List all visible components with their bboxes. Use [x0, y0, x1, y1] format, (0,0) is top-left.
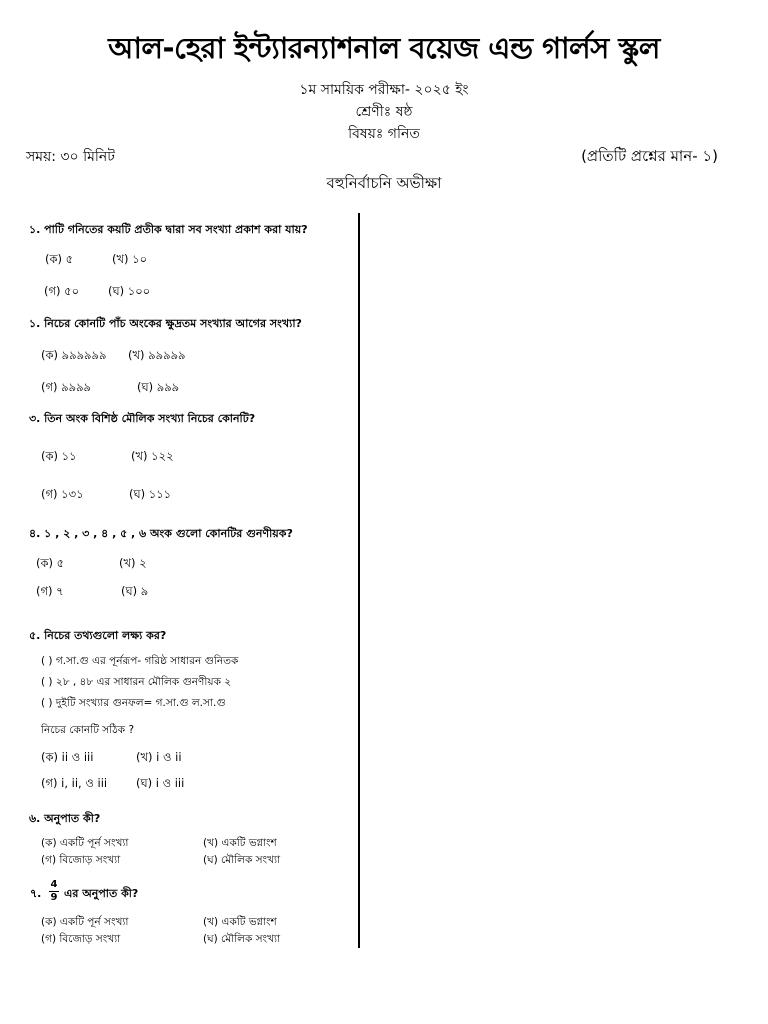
q5-option-ga: (গ) i, ii, ও iii [41, 776, 108, 790]
question-5: ৫. নিচের তথ্যগুলো লক্ষ্য কর? [29, 629, 167, 642]
q6-option-gha: (ঘ) মৌলিক সংখ্যা [203, 854, 281, 866]
question-3: ৩. তিন অংক বিশিষ্ঠ মৌলিক সংখ্যা নিচের কোনটি? [29, 412, 256, 425]
q4-option-kha: (খ) ২ [119, 556, 147, 570]
q1-option-gha: (ঘ) ১০০ [108, 284, 151, 298]
q6-option-ka: (ক) একটি পূর্ন সংখ্যা [41, 837, 129, 849]
column-divider [358, 213, 360, 948]
q2-option-kha: (খ) ৯৯৯৯৯ [128, 348, 186, 362]
question-4: ৪. ১ , ২ , ৩ , ৪ , ৫ , ৬ অংক গুলো কোনটির গুনণীয়ক? [29, 527, 293, 540]
school-name: আল-হেরা ইন্ট্যারন্যাশনাল বয়েজ এন্ড গার্লস স্কুল [108, 31, 660, 65]
q5-option-ka: (ক) ii ও iii [41, 750, 94, 764]
class-label: শ্রেণীঃ ষষ্ঠ [355, 104, 413, 120]
q2-option-ga: (গ) ৯৯৯৯ [41, 380, 92, 394]
q6-option-ga: (গ) বিজোড় সংখ্যা [41, 854, 121, 866]
q4-option-gha: (ঘ) ৯ [121, 584, 149, 598]
q7-option-ga: (গ) বিজোড় সংখ্যা [41, 933, 121, 945]
q5-statement-2: ( ) ২৮ , ৪৮ এর সাধারন মৌলিক গুনণীয়ক ২ [41, 676, 232, 688]
marks-label: (প্রতিটি প্রশ্নের মান- ১) [581, 147, 718, 165]
q7-option-kha: (খ) একটি ভগ্নাংশ [203, 916, 277, 928]
q3-option-kha: (খ) ১২২ [131, 449, 174, 463]
question-7: এর অনুপাত কী? [64, 887, 139, 900]
q3-option-ka: (ক) ১১ [41, 449, 77, 463]
q5-statement-3: ( ) দুইটি সংখ্যার গুনফল= গ.সা.গু ল.সা.গু [41, 697, 226, 709]
q2-option-ka: (ক) ৯৯৯৯৯৯ [41, 348, 107, 362]
q1-option-kha: (খ) ১০ [112, 252, 148, 266]
q5-option-kha: (খ) i ও ii [136, 750, 182, 764]
q4-option-ga: (গ) ৭ [36, 584, 64, 598]
q2-option-gha: (ঘ) ৯৯৯ [137, 380, 180, 394]
exam-title: ১ম সাময়িক পরীক্ষা- ২০২৫ ইং [299, 82, 469, 98]
q7-option-gha: (ঘ) মৌলিক সংখ্যা [203, 933, 281, 945]
question-6: ৬. অনুপাত কী? [29, 812, 101, 825]
q1-option-ga: (গ) ৫০ [44, 284, 80, 298]
question-7-number: ৭. [30, 887, 42, 900]
time-label: সময়: ৩০ মিনিট [26, 149, 115, 165]
q7-fraction [49, 880, 59, 903]
question-2: ১. নিচের কোনটি পাঁচ অংকের ক্ষুদ্রতম সংখ্যার আগের সংখ্যা? [29, 317, 302, 330]
q5-statement-1: ( ) গ.সা.গু এর পূর্নরূপ- গরিষ্ঠ সাধারন গুনিতক [41, 655, 239, 667]
q4-option-ka: (ক) ৫ [36, 556, 65, 570]
q7-option-ka: (ক) একটি পূর্ন সংখ্যা [41, 916, 129, 928]
subject-label: বিষয়ঃ গনিত [348, 126, 420, 142]
question-1: ১. পাটি গনিতের কয়টি প্রতীক দ্বারা সব সংখ্যা প্রকাশ করা যায়? [29, 223, 308, 236]
q6-option-kha: (খ) একটি ভগ্নাংশ [203, 837, 277, 849]
q3-option-ga: (গ) ১৩১ [41, 487, 84, 501]
q7-fraction-denominator: 9 [50, 892, 58, 903]
q7-fraction-numerator: 4 [50, 879, 58, 890]
q5-option-gha: (ঘ) i ও iii [136, 776, 185, 790]
q5-prompt: নিচের কোনটি সঠিক ? [41, 724, 135, 736]
q1-option-ka: (ক) ৫ [45, 252, 74, 266]
section-title: বহুনির্বাচনি অভীক্ষা [326, 174, 442, 192]
q3-option-gha: (ঘ) ১১১ [129, 487, 172, 501]
